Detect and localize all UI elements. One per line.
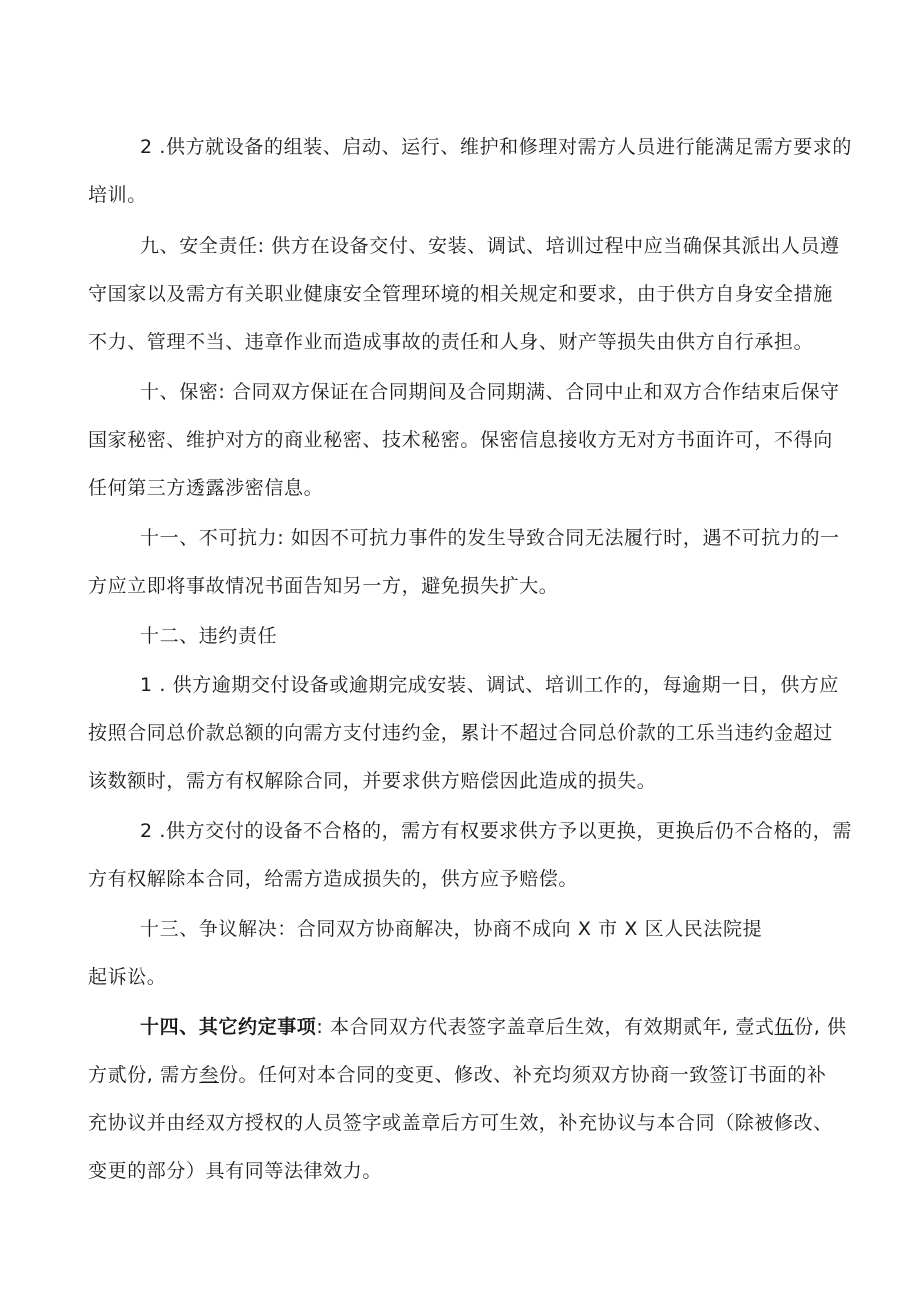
clause14-line4: 变更的部分）具有同等法律效力。 xyxy=(88,1160,383,1182)
clause14-line1-text: : 本合同双方代表签字盖章后生效，有效期贰年, 壹式 xyxy=(316,1016,775,1038)
clause9-line3: 不力、管理不当、违章作业而造成事故的责任和人身、财产等损失由供方自行承担。 xyxy=(88,331,814,353)
clause13-line2: 起诉讼。 xyxy=(88,966,167,988)
clause11-line1: 十一、不可抗力: 如因不可抗力事件的发生导致合同无法履行时，遇不可抗力的一 xyxy=(140,527,840,549)
clause8-item2-line1: 2 .供方就设备的组装、启动、运行、维护和修理对需方人员进行能满足需方要求的 xyxy=(140,136,852,158)
clause12-item1-line3: 该数额时，需方有权解除合同，并要求供方赔偿因此造成的损失。 xyxy=(88,770,657,792)
copies-total: 伍 xyxy=(774,1016,795,1038)
clause12-item2-line2: 方有权解除本合同，给需方造成损失的，供方应予赔偿。 xyxy=(88,868,579,890)
clause14-line3: 充协议并由经双方授权的人员签字或盖章后方可生效，补充协议与本合同（除被修改、 xyxy=(88,1112,833,1134)
clause9-line1: 九、安全责任: 供方在设备交付、安装、调试、培训过程中应当确保其派出人员遵 xyxy=(140,235,840,257)
clause14-line1-tail: 份, 供 xyxy=(794,1016,847,1038)
clause12-item2-line1: 2 .供方交付的设备不合格的，需方有权要求供方予以更换，更换后仍不合格的，需 xyxy=(140,820,852,842)
clause11-line2: 方应立即将事故情况书面告知另一方，避免损失扩大。 xyxy=(88,575,559,597)
clause10-line2: 国家秘密、维护对方的商业秘密、技术秘密。保密信息接收方无对方书面许可，不得向 xyxy=(88,429,833,451)
clause14-line2-head: 方贰份, 需方 xyxy=(88,1064,200,1086)
clause10-line3: 任何第三方透露涉密信息。 xyxy=(88,477,324,499)
clause13-line1: 十三、争议解决：合同双方协商解决，协商不成向 X 市 X 区人民法院提 xyxy=(140,918,763,940)
clause12-item1-line2: 按照合同总价款总额的向需方支付违约金，累计不超过合同总价款的工乐当违约金超过 xyxy=(88,722,833,744)
clause14-line1 xyxy=(140,1014,847,1040)
clause14-heading: 十四、其它约定事项 xyxy=(140,1016,317,1038)
clause8-item2-line2: 培训。 xyxy=(88,184,147,206)
clause9-line2: 守国家以及需方有关职业健康安全管理环境的相关规定和要求，由于供方自身安全措施 xyxy=(88,283,833,305)
clause14-line2-tail: 份。任何对本合同的变更、修改、补充均须双方协商一致签订书面的补 xyxy=(218,1064,827,1086)
clause12-heading: 十二、违约责任 xyxy=(140,625,278,647)
clause12-item1-line1: 1 . 供方逾期交付设备或逾期完成安装、调试、培训工作的，每逾期一日，供方应 xyxy=(140,674,840,696)
clause14-line2 xyxy=(88,1062,827,1088)
copies-buyer: 叁 xyxy=(199,1064,219,1086)
clause10-line1: 十、保密: 合同双方保证在合同期间及合同期满、合同中止和双方合作结束后保守 xyxy=(140,381,840,403)
